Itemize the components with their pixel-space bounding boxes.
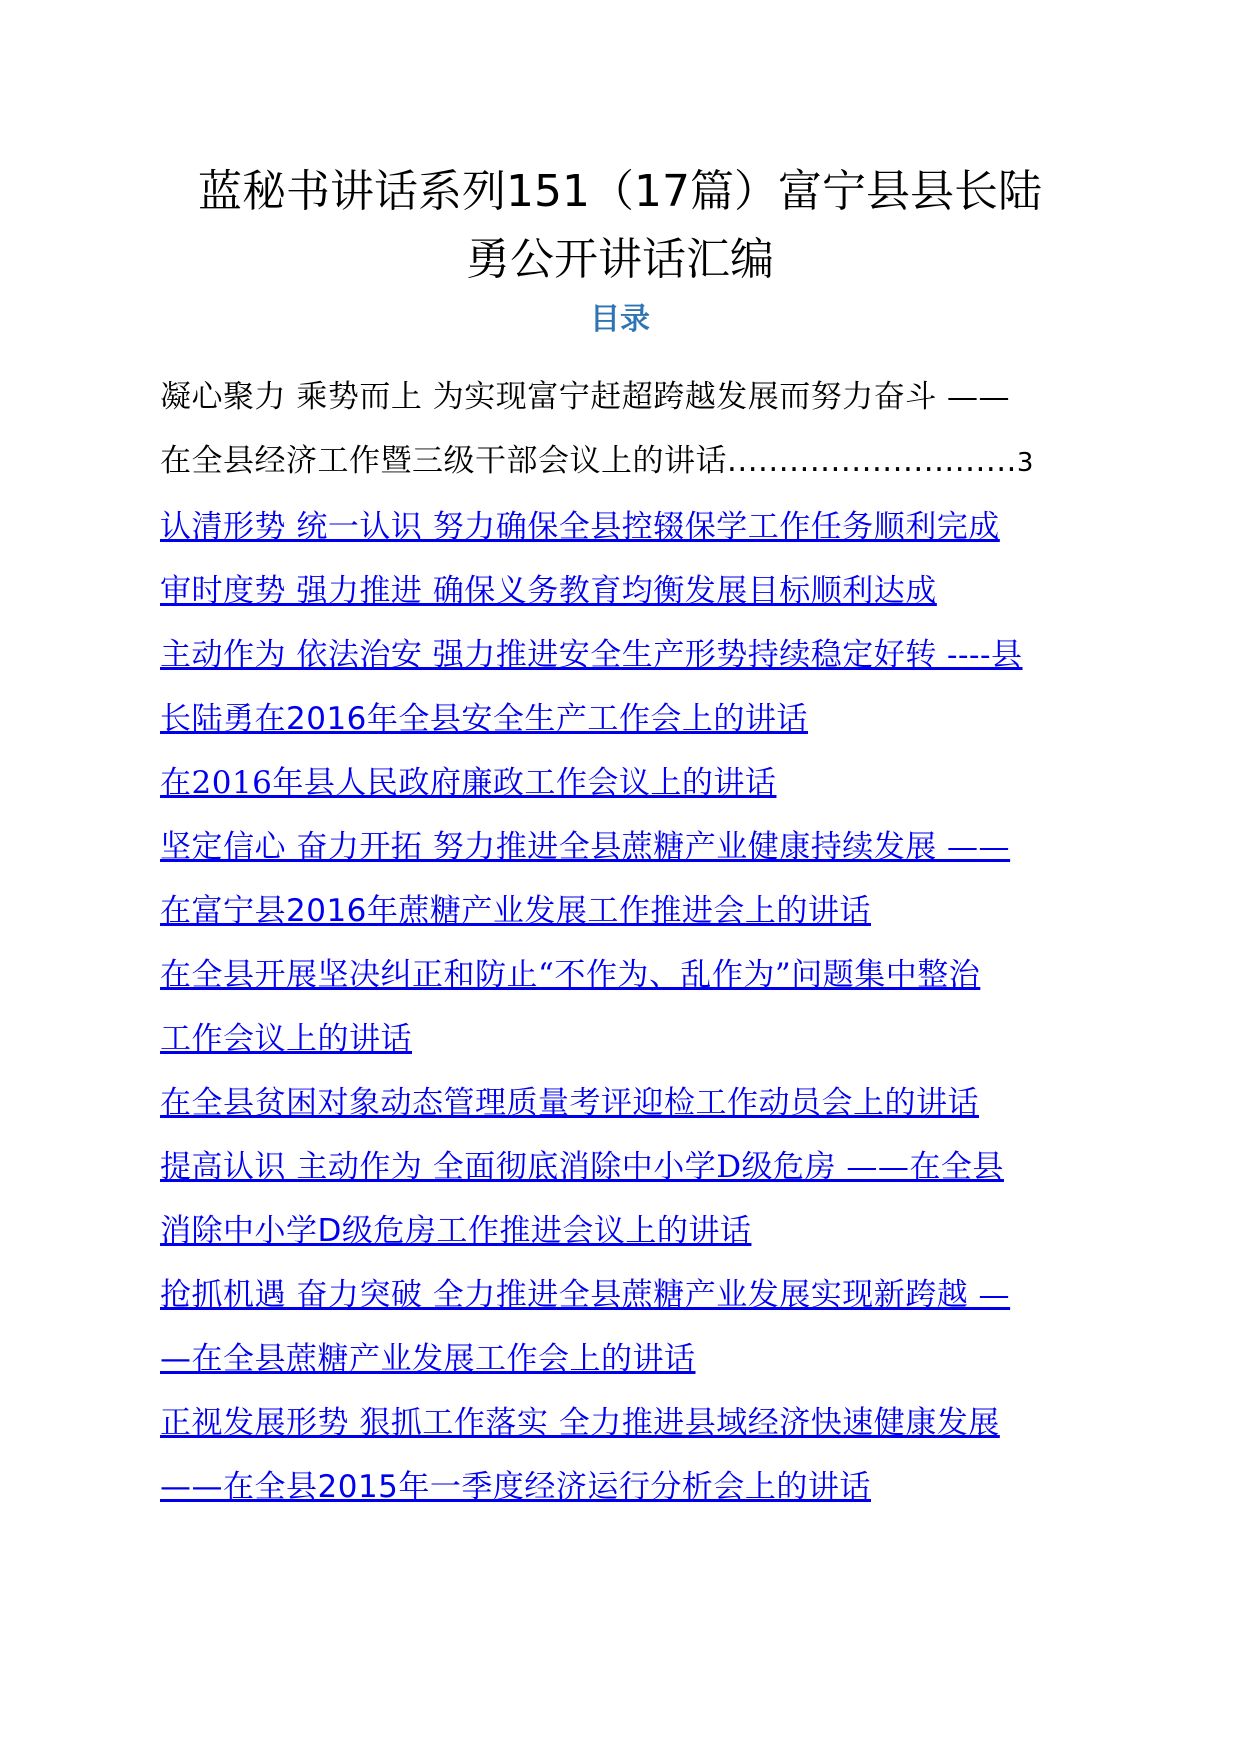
toc-entry-9-line1[interactable]: 提高认识 主动作为 全面彻底消除中小学D级危房 ——在全县 [160,1149,1004,1185]
toc-entry-6[interactable] [160,815,1090,943]
toc-entry-4[interactable] [160,623,1090,751]
toc-entry-2[interactable] [160,495,1090,559]
toc-entry-7-line2[interactable]: 工作会议上的讲话 [160,1021,412,1057]
document-title [110,158,1130,294]
toc-page-number: 3 [1016,448,1034,478]
toc-entry-6-line2[interactable]: 在富宁县2016年蔗糖产业发展工作推进会上的讲话 [160,893,871,929]
toc-entry-7-line1[interactable]: 在全县开展坚决纠正和防止“不作为、乱作为”问题集中整治 [160,957,981,993]
toc-entry-11[interactable] [160,1391,1090,1519]
title-line-1: 蓝秘书讲话系列151（17篇）富宁县县长陆 [198,166,1042,217]
toc-entry-10[interactable] [160,1263,1090,1391]
toc-entry-2-line1[interactable]: 认清形势 统一认识 努力确保全县控辍保学工作任务顺利完成 [160,509,1000,545]
toc-entry-11-line1[interactable]: 正视发展形势 狠抓工作落实 全力推进县域经济快速健康发展 [160,1405,1000,1441]
title-line-2: 勇公开讲话汇编 [466,234,774,285]
toc-entry-5-line1[interactable]: 在2016年县人民政府廉政工作会议上的讲话 [160,765,777,801]
toc-entry-9[interactable] [160,1135,1090,1263]
toc-leader-dots: ............................ [727,443,1017,479]
toc-entry-3[interactable] [160,559,1090,623]
toc-entry-3-line1[interactable]: 审时度势 强力推进 确保义务教育均衡发展目标顺利达成 [160,573,937,609]
toc-entry-7[interactable] [160,943,1090,1071]
toc-entry-1-line1: 凝心聚力 乘势而上 为实现富宁赶超跨越发展而努力奋斗 —— [160,379,1011,415]
table-of-contents [160,365,1090,1519]
toc-entry-10-line2[interactable]: —在全县蔗糖产业发展工作会上的讲话 [160,1341,696,1377]
toc-entry-1-line2: 在全县经济工作暨三级干部会议上的讲话 [160,443,727,479]
toc-entry-5[interactable] [160,751,1090,815]
toc-entry-10-line1[interactable]: 抢抓机遇 奋力突破 全力推进全县蔗糖产业发展实现新跨越 — [160,1277,1011,1313]
toc-entry-8-line1[interactable]: 在全县贫困对象动态管理质量考评迎检工作动员会上的讲话 [160,1085,979,1121]
toc-entry-11-line2[interactable]: ——在全县2015年一季度经济运行分析会上的讲话 [160,1469,871,1505]
toc-entry-4-line1[interactable]: 主动作为 依法治安 强力推进安全生产形势持续稳定好转 ----县 [160,637,1023,673]
toc-entry-4-line2[interactable]: 长陆勇在2016年全县安全生产工作会上的讲话 [160,701,808,737]
toc-entry-1 [160,365,1090,495]
toc-entry-9-line2[interactable]: 消除中小学D级危房工作推进会议上的讲话 [160,1213,752,1249]
toc-heading: 目录 [590,302,650,337]
toc-entry-6-line1[interactable]: 坚定信心 奋力开拓 努力推进全县蔗糖产业健康持续发展 —— [160,829,1011,865]
toc-entry-8[interactable] [160,1071,1090,1135]
